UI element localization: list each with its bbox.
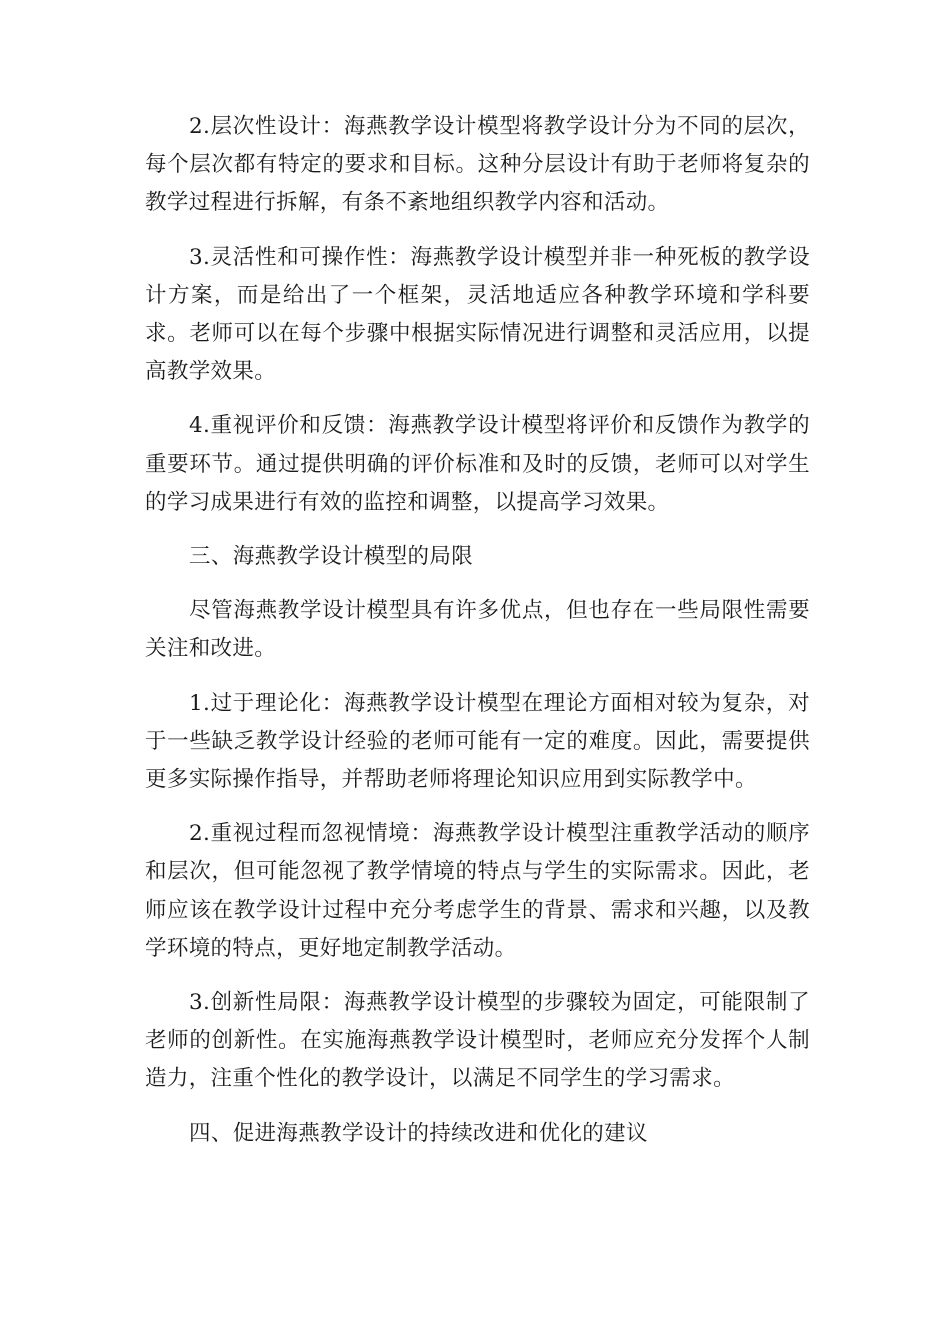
section-heading-suggestions: 四、促进海燕教学设计的持续改进和优化的建议 xyxy=(189,1120,648,1146)
paragraph-limitations-intro: 尽管海燕教学设计模型具有许多优点，但也存在一些局限性需要关注和改进。 xyxy=(145,598,810,662)
paragraph-evaluation-feedback: 4.重视评价和反馈：海燕教学设计模型将评价和反馈作为教学的重要环节。通过提供明确的评价标准和及时的反馈，老师可以对学生的学习成果进行有效的监控和调整，以提高学习效果。 xyxy=(145,413,810,515)
section-heading-limitations: 三、海燕教学设计模型的局限 xyxy=(189,544,474,570)
paragraph-process-over-context: 2.重视过程而忽视情境：海燕教学设计模型注重教学活动的顺序和层次，但可能忽视了教学情境的特点与学生的实际需求。因此，老师应该在教学设计过程中充分考虑学生的背景、需求和兴趣，以及教学环境的特点，更好地定制教学活动。 xyxy=(145,821,810,961)
paragraph-flexibility: 3.灵活性和可操作性：海燕教学设计模型并非一种死板的教学设计方案，而是给出了一个框架，灵活地适应各种教学环境和学科要求。老师可以在每个步骤中根据实际情况进行调整和灵活应用，以提高教学效果。 xyxy=(145,244,810,385)
document-body xyxy=(145,108,810,1169)
paragraph-too-theoretical: 1.过于理论化：海燕教学设计模型在理论方面相对较为复杂，对于一些缺乏教学设计经验的老师可能有一定的难度。因此，需要提供更多实际操作指导，并帮助老师将理论知识应用到实际教学中。 xyxy=(145,690,810,793)
paragraph-innovation-limits: 3.创新性局限：海燕教学设计模型的步骤较为固定，可能限制了老师的创新性。在实施海燕教学设计模型时，老师应充分发挥个人制造力，注重个性化的教学设计，以满足不同学生的学习需求。 xyxy=(145,990,810,1092)
paragraph-layered-design: 2.层次性设计：海燕教学设计模型将教学设计分为不同的层次，每个层次都有特定的要求和目标。这种分层设计有助于老师将复杂的教学过程进行拆解，有条不紊地组织教学内容和活动。 xyxy=(145,114,810,216)
